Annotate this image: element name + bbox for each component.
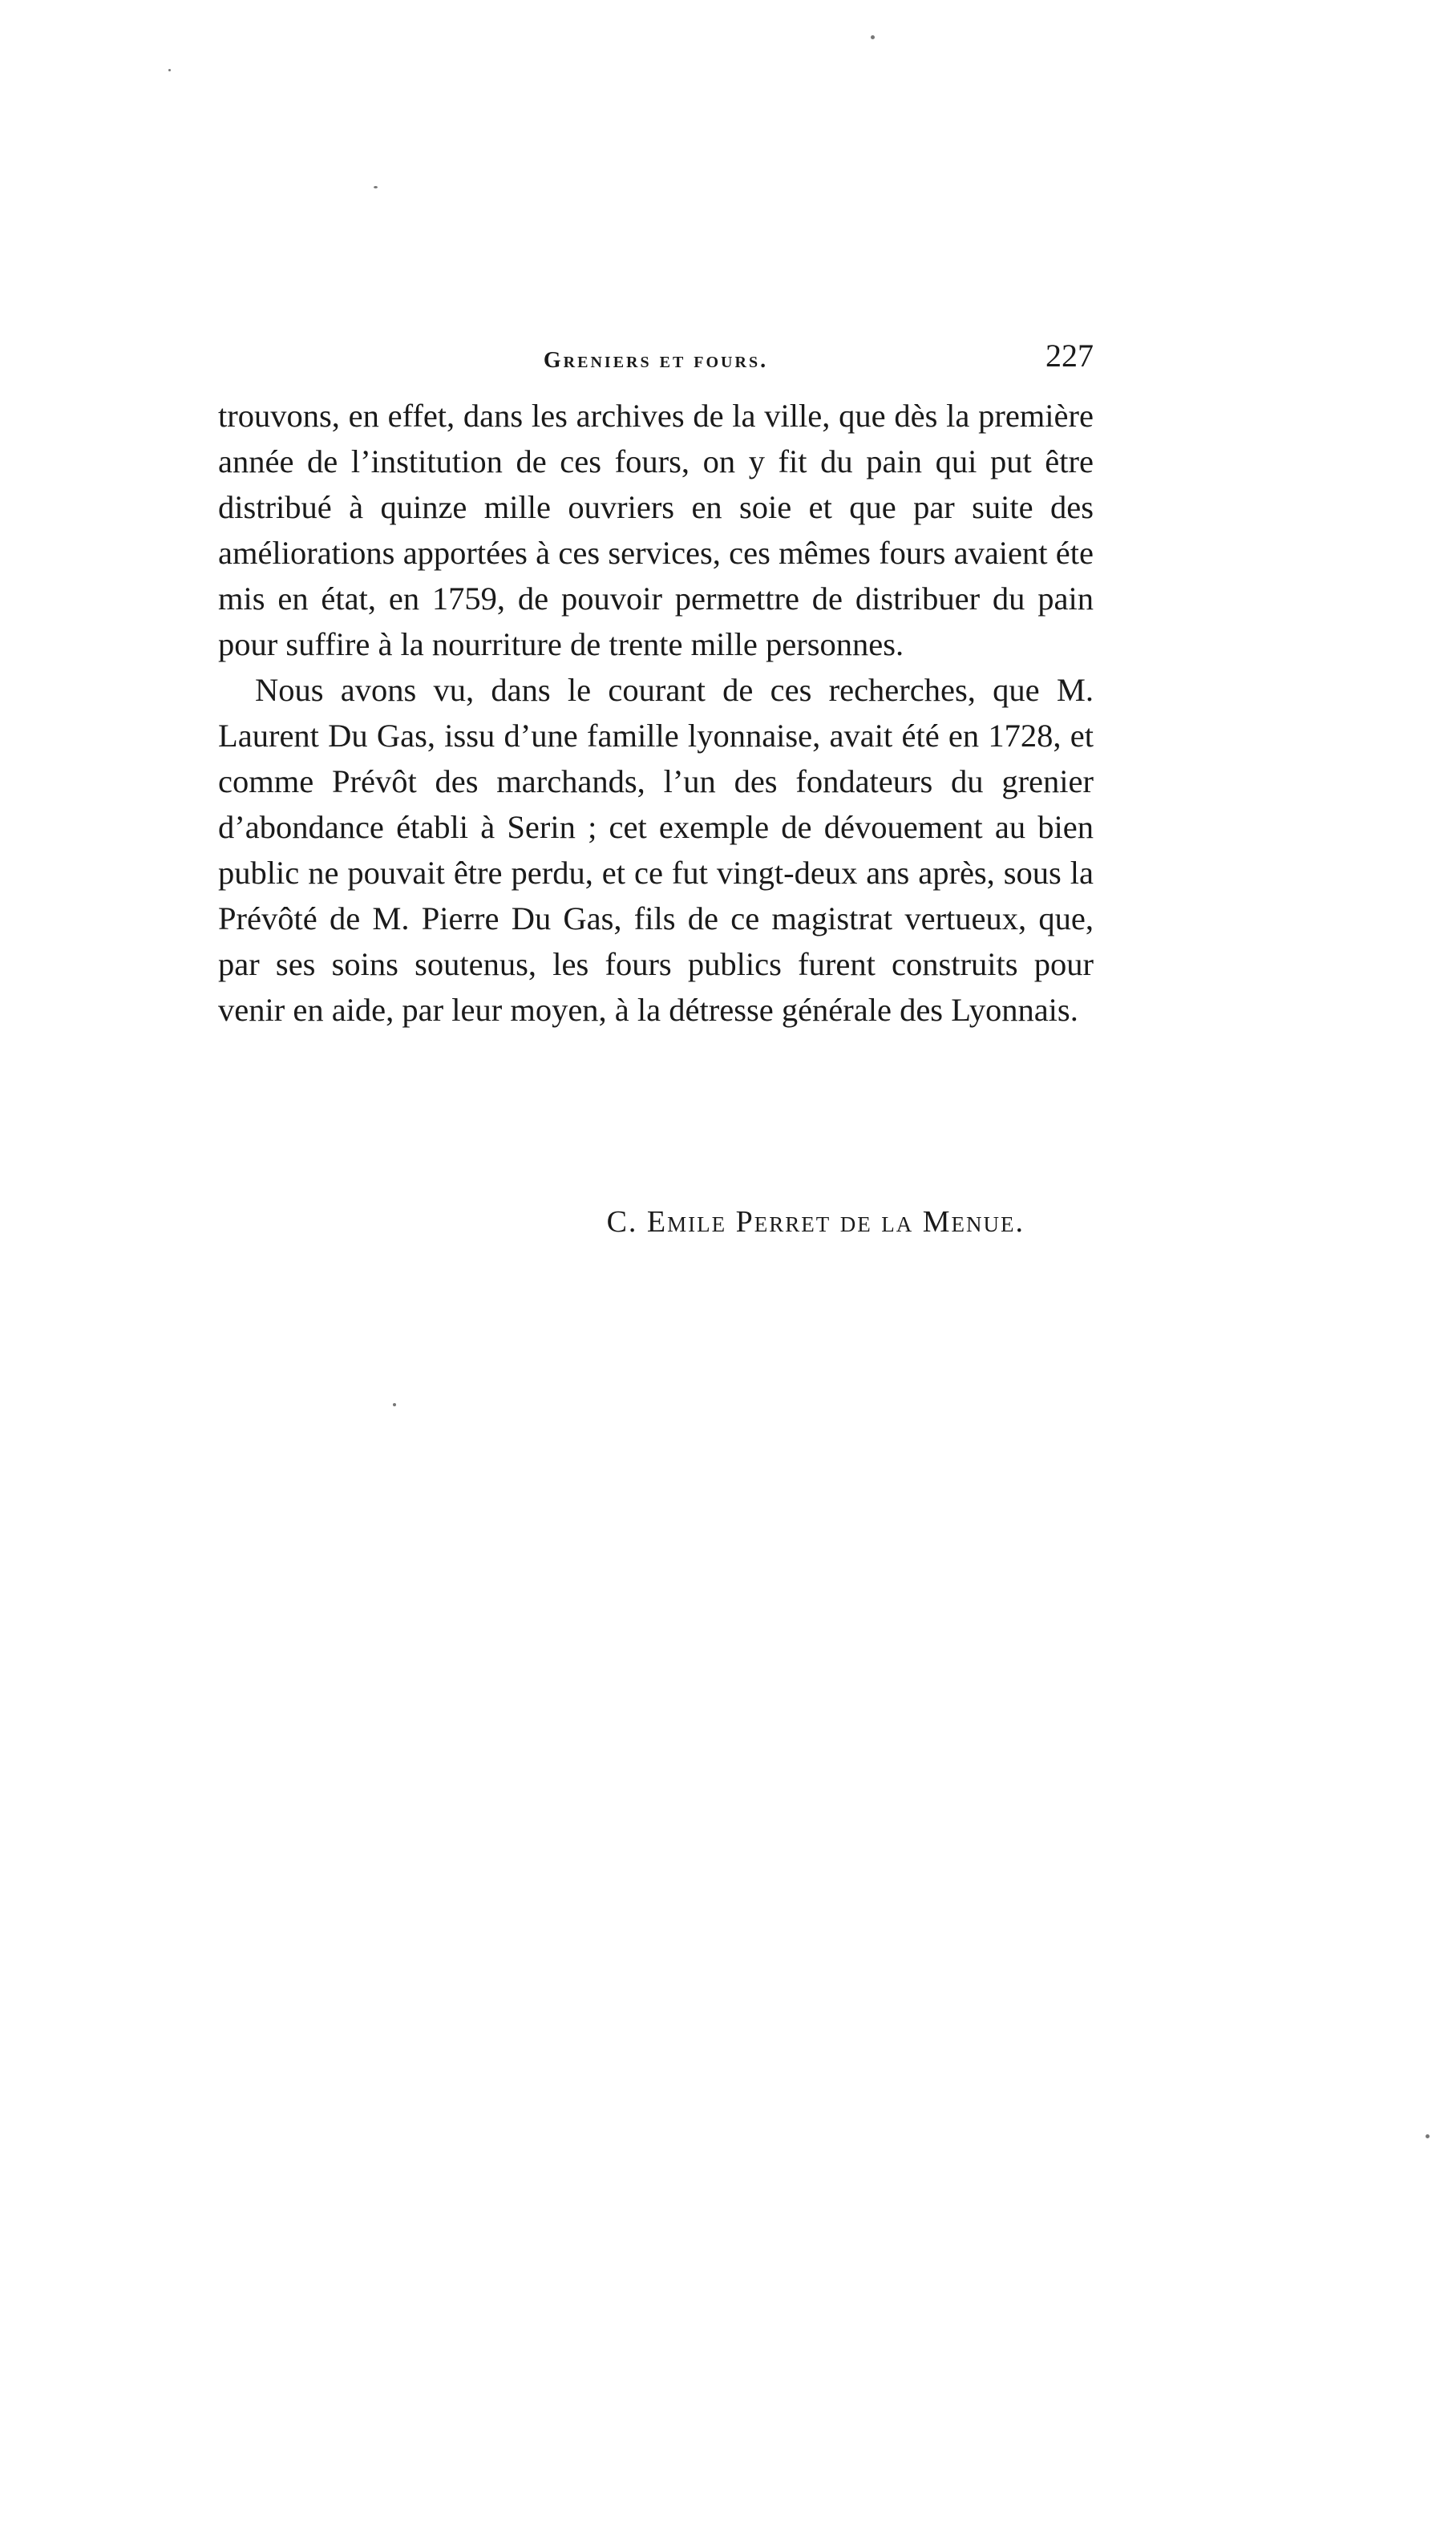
print-speck — [374, 186, 378, 188]
author-signature: C. Emile Perret de la Menue. — [606, 1205, 1025, 1239]
print-speck — [393, 1403, 396, 1406]
print-speck — [871, 35, 875, 39]
print-speck — [1426, 2134, 1430, 2138]
running-head — [218, 337, 1094, 385]
paragraph: Nous avons vu, dans le courant de ces recherches, que M. Laurent Du Gas, issu d’une famille lyonnaise, avait été en 1728, et comme Prévôt des marchands, l’un des fondateurs du grenier d’abondance établi à Serin ; cet exemple de dévouement au bien public ne pouvait être perdu, et ce fut vingt-deux ans après, sous la Prévôté de M. Pierre Du Gas, fils de ce magistrat vertueux, que, par ses soins soutenus, les fours publics furent construits pour venir en aide, par leur moyen, à la détresse générale des Lyonnais. — [218, 672, 1094, 1028]
print-speck — [168, 69, 171, 71]
page-number: 227 — [1045, 338, 1094, 374]
paragraph-continued: trouvons, en effet, dans les archives de la ville, que dès la première année de l’institution de ces fours, on y fit du pain qui put être distribué à quinze mille ouvriers en soie et que par suite des améliorations apportées à ces services, ces mêmes fours avaient éte mis en état, en 1759, de pouvoir permettre de distribuer du pain pour suffire à la nourriture de trente mille personnes. — [218, 398, 1094, 662]
running-title: Greniers et fours. — [543, 348, 769, 373]
body-text — [218, 393, 1094, 1033]
